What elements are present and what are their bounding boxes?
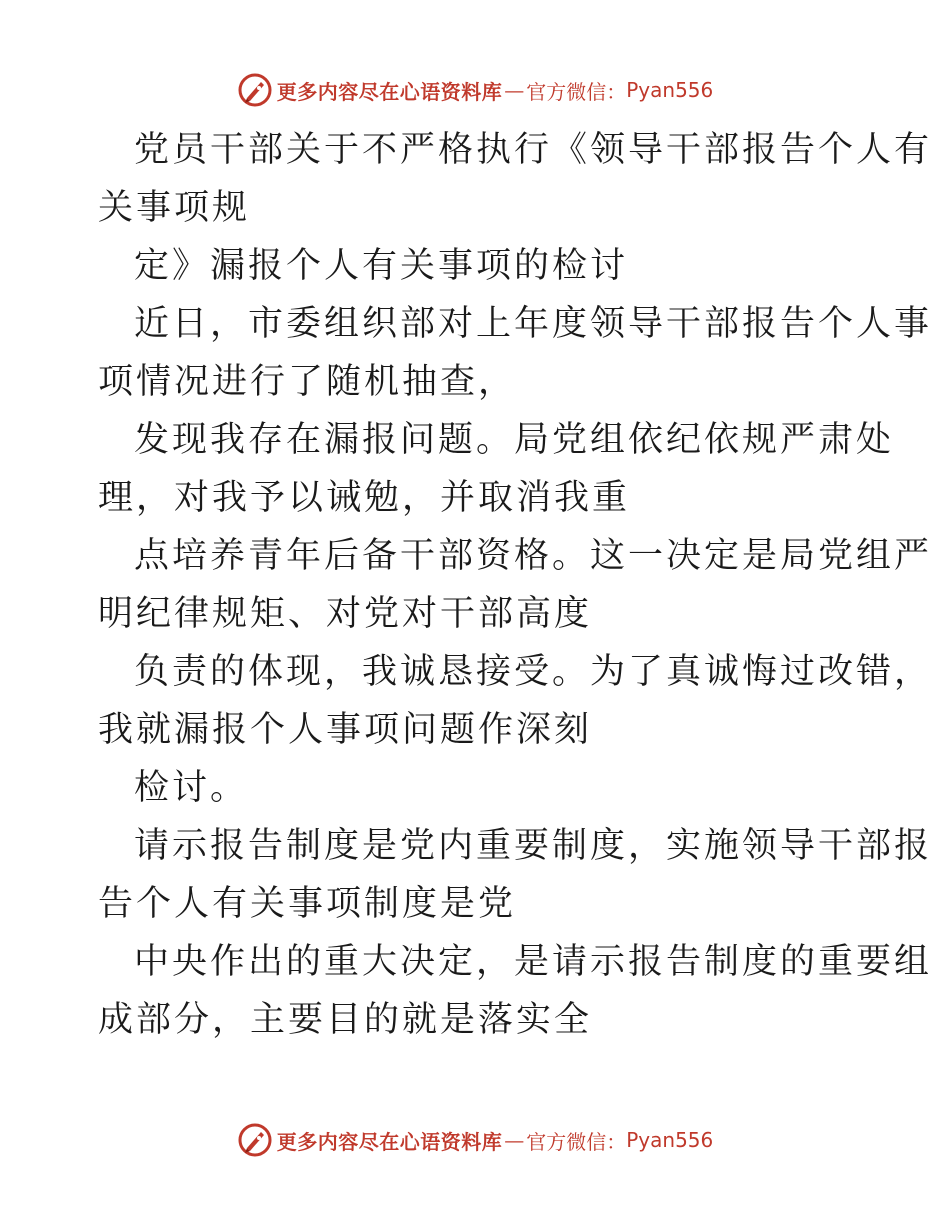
doc-line: 理，对我予以诫勉，并取消我重 xyxy=(98,478,631,518)
pen-logo-icon xyxy=(237,72,273,108)
doc-line: 负责的体现，我诚恳接受。为了真诚悔过改错， xyxy=(134,652,933,692)
doc-line: 中央作出的重大决定，是请示报告制度的重要组 xyxy=(134,942,933,982)
doc-line: 成部分，主要目的就是落实全 xyxy=(98,1000,593,1040)
doc-line: 定》漏报个人有关事项的检讨 xyxy=(134,246,629,286)
pen-logo-icon xyxy=(237,1122,273,1158)
doc-line: 明纪律规矩、对党对干部高度 xyxy=(98,594,593,634)
banner-wechat-account: Pyan556 xyxy=(626,1128,714,1152)
doc-line: 项情况进行了随机抽查， xyxy=(98,362,517,402)
doc-line: 检讨。 xyxy=(134,768,249,808)
banner-site-name: 更多内容尽在心语资料库 xyxy=(276,1129,503,1154)
doc-line: 近日，市委组织部对上年度领导干部报告个人事 xyxy=(134,304,933,344)
banner-separator: — xyxy=(504,1128,525,1152)
banner-wechat-account: Pyan556 xyxy=(626,78,714,102)
banner-site-name: 更多内容尽在心语资料库 xyxy=(276,79,503,104)
document-body xyxy=(98,121,933,1049)
doc-line: 我就漏报个人事项问题作深刻 xyxy=(98,710,593,750)
banner-separator: — xyxy=(504,78,525,102)
banner-wechat-label: 官方微信： xyxy=(526,79,627,104)
doc-line: 告个人有关事项制度是党 xyxy=(98,884,517,924)
doc-line: 点培养青年后备干部资格。这一决定是局党组严 xyxy=(134,536,933,576)
doc-line: 关事项规 xyxy=(98,188,251,228)
banner-wechat-label: 官方微信： xyxy=(526,1129,627,1154)
doc-line: 党员干部关于不严格执行《领导干部报告个人有 xyxy=(134,130,933,170)
doc-line: 发现我存在漏报问题。局党组依纪依规严肃处 xyxy=(134,420,895,460)
doc-line: 请示报告制度是党内重要制度，实施领导干部报 xyxy=(134,826,933,866)
footer-banner xyxy=(0,1120,950,1160)
header-banner xyxy=(0,70,950,110)
